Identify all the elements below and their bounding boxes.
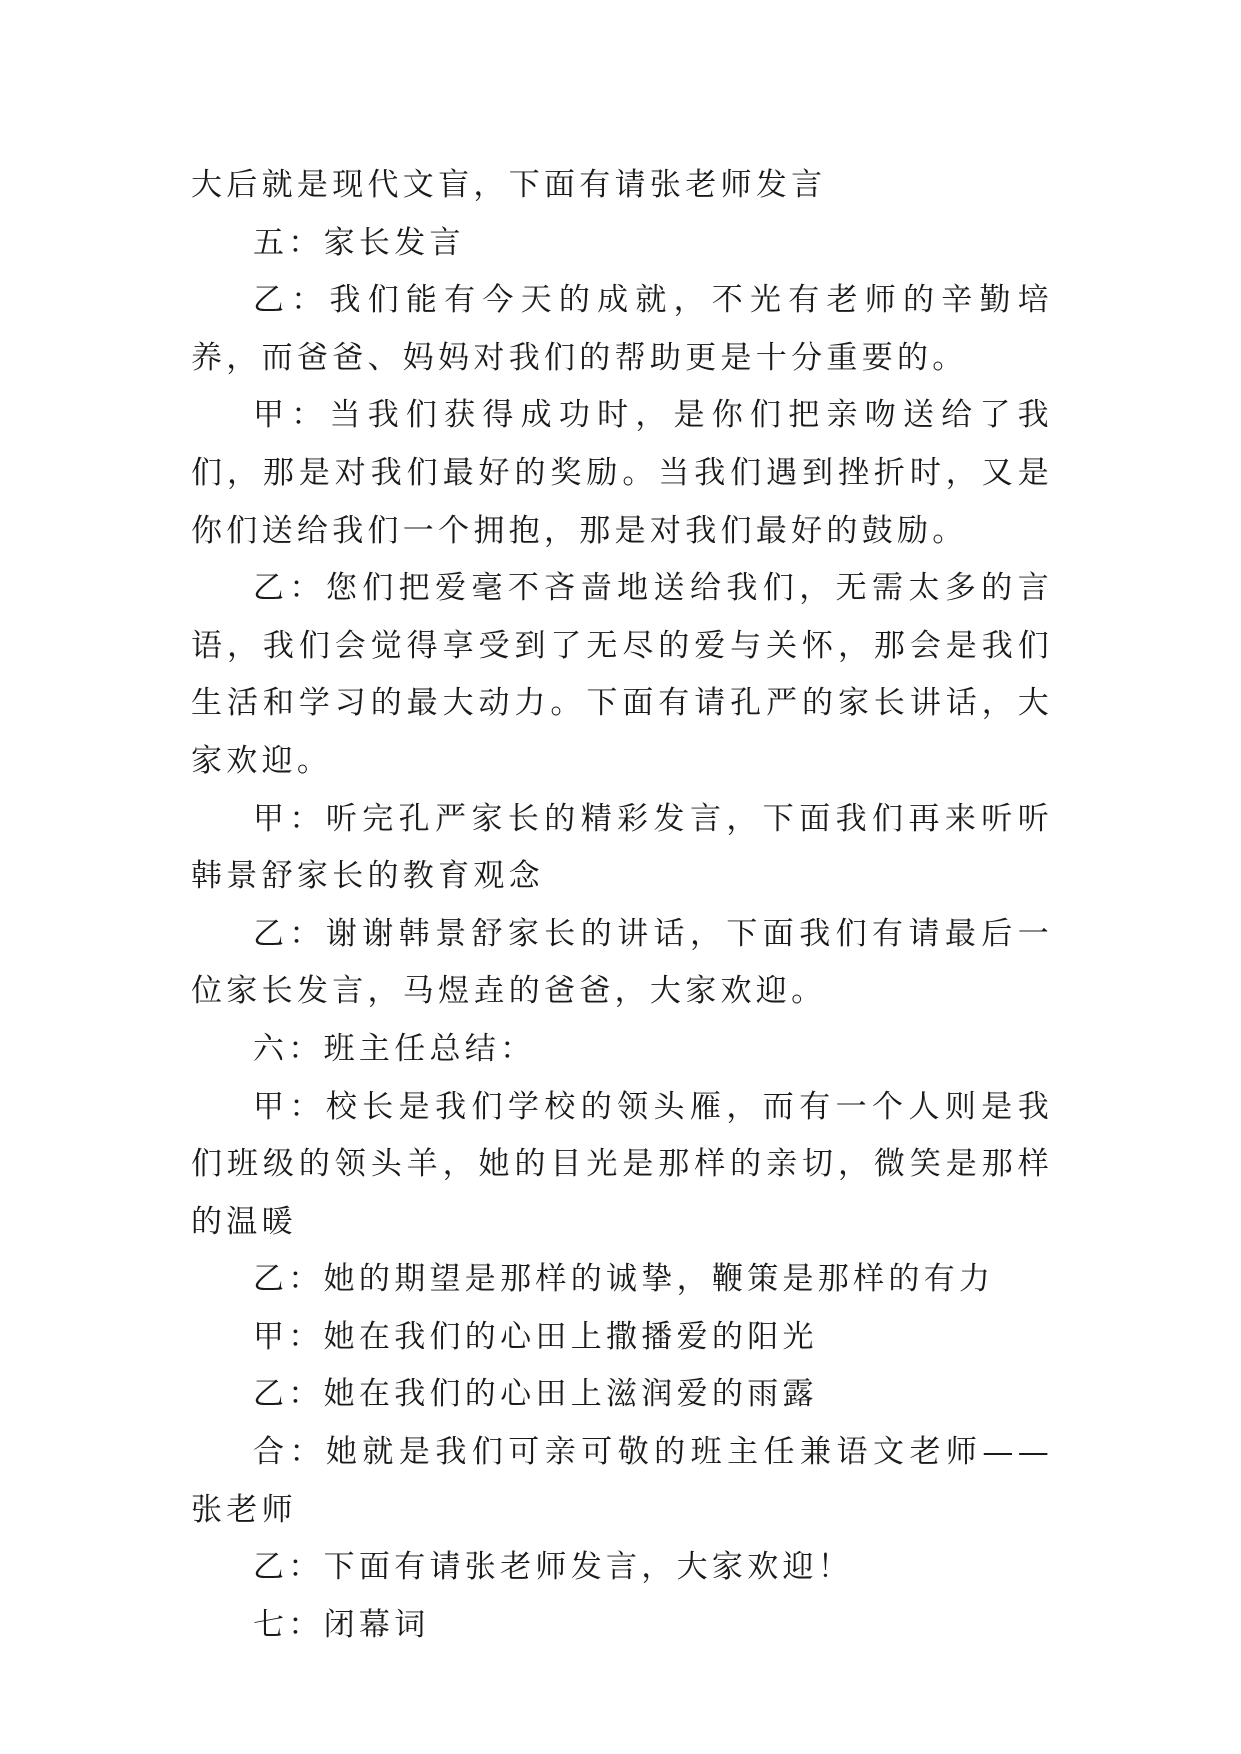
paragraph: 甲：听完孔严家长的精彩发言，下面我们再来听听韩景舒家长的教育观念	[191, 800, 1053, 895]
paragraph: 乙：她在我们的心田上滋润爱的雨露	[253, 1376, 818, 1413]
paragraph: 合：她就是我们可亲可敬的班主任兼语文老师——张老师	[191, 1434, 1053, 1528]
section-heading: 七：闭幕词	[253, 1606, 430, 1643]
paragraph: 甲：当我们获得成功时，是你们把亲吻送给了我们，那是对我们最好的奖励。当我们遇到挫折时，又是你们送给我们一个拥抱，那是对我们最好的鼓励。	[191, 397, 1053, 549]
paragraph: 乙：您们把爱毫不吝啬地送给我们，无需太多的言语，我们会觉得享受到了无尽的爱与关怀，那会是我们生活和学习的最大动力。下面有请孔严的家长讲话，大家欢迎。	[191, 570, 1053, 779]
section-heading: 五：家长发言	[253, 224, 465, 261]
section-heading: 六：班主任总结：	[253, 1030, 536, 1067]
paragraph: 乙：下面有请张老师发言，大家欢迎！	[253, 1549, 854, 1586]
paragraph: 乙：她的期望是那样的诚挚，鞭策是那样的有力	[253, 1261, 995, 1298]
paragraph: 乙：我们能有今天的成就，不光有老师的辛勤培养，而爸爸、妈妈对我们的帮助更是十分重要的。	[191, 282, 1053, 376]
paragraph: 甲：校长是我们学校的领头雁，而有一个人则是我们班级的领头羊，她的目光是那样的亲切，微笑是那样的温暖	[191, 1088, 1053, 1240]
paragraph: 乙：谢谢韩景舒家长的讲话，下面我们有请最后一位家长发言，马煜垚的爸爸，大家欢迎。	[191, 915, 1053, 1010]
document-body	[191, 157, 1053, 1654]
paragraph: 大后就是现代文盲，下面有请张老师发言	[191, 167, 827, 203]
paragraph: 甲：她在我们的心田上撒播爱的阳光	[253, 1318, 818, 1355]
